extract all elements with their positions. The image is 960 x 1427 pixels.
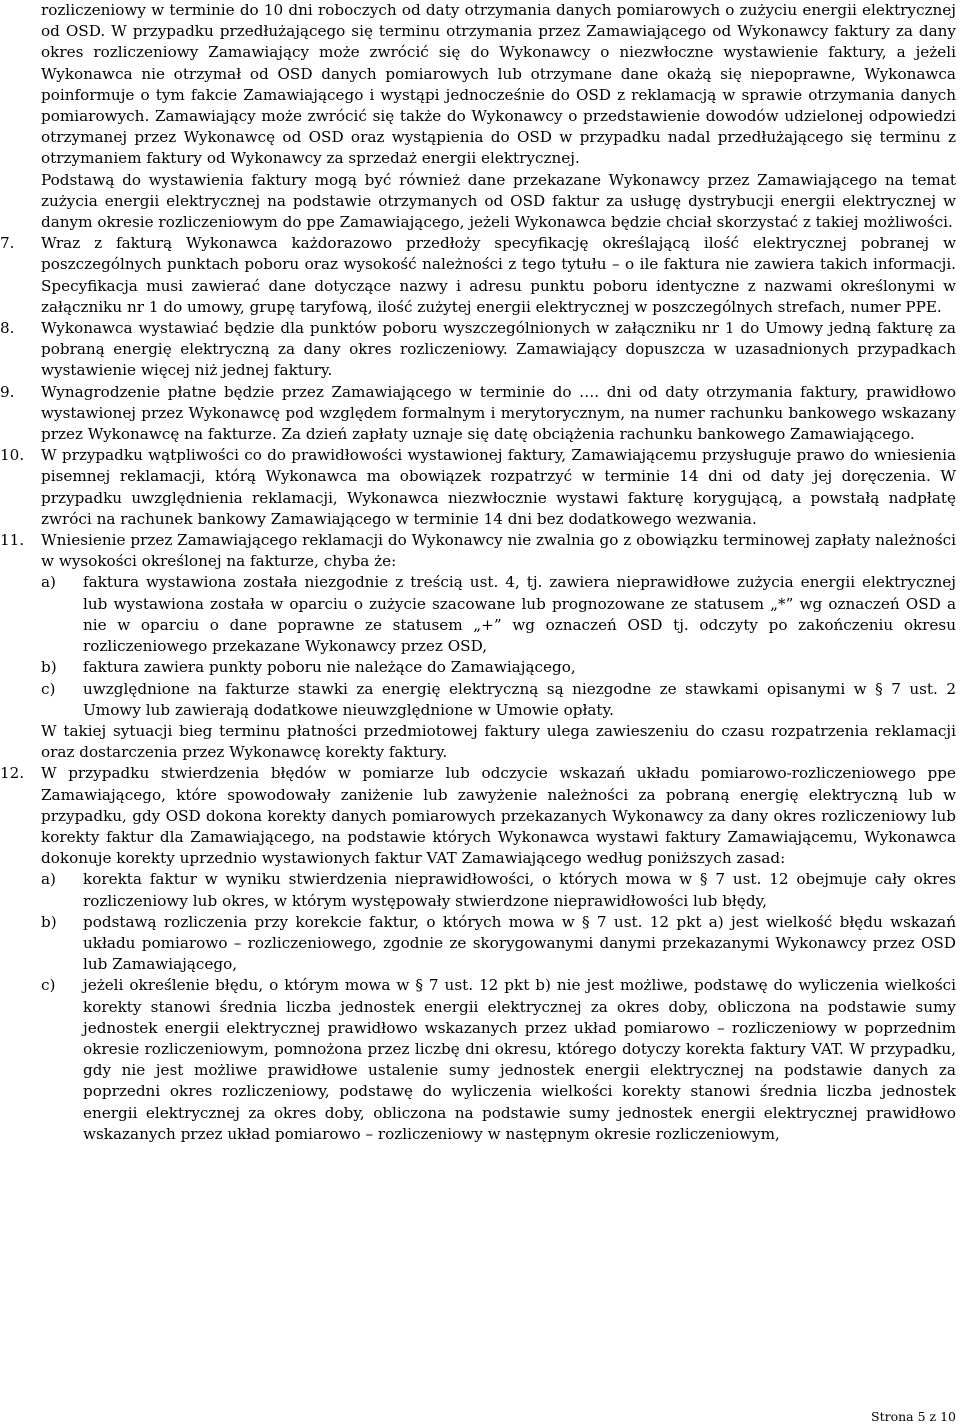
list-item-12 xyxy=(0,763,956,1145)
sub-item-text: faktura zawiera punkty poboru nie należące do Zamawiającego, xyxy=(83,658,576,677)
sub-item-a xyxy=(41,869,956,911)
list-item-10 xyxy=(0,445,956,530)
list-item-tail: W takiej sytuacji bieg terminu płatności przedmiotowej faktury ulega zawieszeniu do czasu rozpatrzenia reklamacji oraz dostarczenia przez Wykonawcę korekty faktury. xyxy=(41,721,956,762)
list-item-text: W przypadku stwierdzenia błędów w pomiarze lub odczycie wskazań układu pomiarowo-rozliczeniowego ppe Zamawiającego, które spowodowały zaniżenie lub zawyżenie należności za pobraną energię elektryczną lub w przypadku, gdy OSD dokona korekty danych pomiarowych przekazanych Wykonawcy za dany okres rozliczeniowy lub korekty faktur dla Zamawiającego, na podstawie których Wykonawca wystawi faktury Zamawiającemu, Wykonawca dokonuje korekty uprzednio wystawionych faktur VAT Zamawiającego według poniższych zasad: xyxy=(41,764,956,868)
sub-item-a xyxy=(41,572,956,657)
sub-item-label: b) xyxy=(41,912,57,931)
sub-item-text: korekta faktur w wyniku stwierdzenia nieprawidłowości, o których mowa w § 7 ust. 12 obejmuje cały okres rozliczeniowy lub okres, w którym występowały stwierdzone nieprawidłowości lub błędy, xyxy=(83,870,956,910)
list-number: 10. xyxy=(0,446,25,465)
sub-item-text: jeżeli określenie błędu, o którym mowa w § 7 ust. 12 pkt b) nie jest możliwe, podstawę do wyliczenia wielkości korekty stanowi średnia liczba jednostek energii elektrycznej za okres doby, obliczona na podstawie sumy jednostek energii elektrycznej prawidłowo wskazanych przez układ pomiarowo – rozliczeniowy w poprzednim okresie rozliczeniowym, pomnożona przez liczbę dni okresu, którego dotyczy korekta faktury VAT. W przypadku, gdy nie jest możliwe prawidłowe ustalenie sumy jednostek energii elektrycznej na podstawie danych za poprzedni okres rozliczeniowy, podstawę do wyliczenia wielkości korekty stanowi średnia liczba jednostek energii elektrycznej za okres doby, obliczona na podstawie sumy jednostek energii elektrycznej prawidłowo wskazanych przez układ pomiarowo – rozliczeniowy w następnym okresie rozliczeniowym, xyxy=(83,976,956,1143)
sub-item-label: b) xyxy=(41,658,57,677)
sub-item-text: faktura wystawiona została niezgodnie z treścią ust. 4, tj. zawiera nieprawidłowe zużycia energii elektrycznej lub wystawiona została w oparciu o zużycie szacowane lub prognozowane ze statusem „*” wg oznaczeń OSD a nie w oparciu o dane poprawne ze statusem „+” wg oznaczeń OSD tj. odczyty po zakończeniu okresu rozliczeniowego przekazane Wykonawcy przez OSD, xyxy=(83,573,956,656)
sub-item-label: a) xyxy=(41,870,56,889)
list-item-text: Wynagrodzenie płatne będzie przez Zamawiającego w terminie do …. dni od daty otrzymania faktury, prawidłowo wystawionej przez Wykonawcę pod względem formalnym i merytorycznym, na numer rachunku bankowego wskazany przez Wykonawcę na fakturze. Za dzień zapłaty uznaje się datę obciążenia rachunku bankowego Zamawiającego. xyxy=(41,382,956,444)
list-number: 12. xyxy=(0,764,25,783)
sub-item-b xyxy=(41,657,956,678)
list-item-text: Wykonawca wystawiać będzie dla punktów poboru wyszczególnionych w załączniku nr 1 do Umowy jedną fakturę za pobraną energię elektryczną za dany okres rozliczeniowy. Zamawiający dopuszcza w uzasadnionych przypadkach wystawienie więcej niż jednej faktury. xyxy=(41,319,956,380)
list-number: 8. xyxy=(0,319,15,338)
paragraph-continued-2: Podstawą do wystawienia faktury mogą być również dane przekazane Wykonawcy przez Zamawiającego na temat zużycia energii elektrycznej na podstawie otrzymanych od OSD faktur za usługę dystrybucji energii elektrycznej w danym okresie rozliczeniowym do ppe Zamawiającego, jeżeli Wykonawca będzie chciał skorzystać z takiej możliwości. xyxy=(41,170,956,232)
list-number: 11. xyxy=(0,531,25,550)
sub-item-b xyxy=(41,912,956,976)
list-item-text: Wniesienie przez Zamawiającego reklamacji do Wykonawcy nie zwalnia go z obowiązku terminowej zapłaty należności w wysokości określonej na fakturze, chyba że: xyxy=(41,531,956,571)
sub-item-text: uwzględnione na fakturze stawki za energię elektryczną są niezgodne ze stawkami opisanymi w § 7 ust. 2 Umowy lub zawierają dodatkowe nieuwzględnione w Umowie opłaty. xyxy=(83,679,956,719)
list-number: 9. xyxy=(0,382,15,401)
list-item-7 xyxy=(0,233,956,318)
sub-item-label: c) xyxy=(41,976,56,995)
list-item-11 xyxy=(0,530,956,763)
sub-item-label: a) xyxy=(41,573,56,592)
sub-item-c xyxy=(41,975,956,1145)
sub-item-label: c) xyxy=(41,679,56,698)
paragraph-continued-1: rozliczeniowy w terminie do 10 dni roboczych od daty otrzymania danych pomiarowych o zużyciu energii elektrycznej od OSD. W przypadku przedłużającego się terminu otrzymania przez Zamawiającego od Wykonawcy faktury za dany okres rozliczeniowy Zamawiający może zwrócić się do Wykonawcy o niezwłoczne wystawienie faktury, a jeżeli Wykonawca nie otrzymał od OSD danych pomiarowych lub otrzymane dane okażą się niepoprawne, Wykonawca poinformuje o tym fakcie Zamawiającego i wystąpi jednocześnie do OSD z reklamacją w sprawie otrzymania danych pomiarowych. Zamawiający może zwrócić się także do Wykonawcy o przedstawienie dowodów udzielonej odpowiedzi otrzymanej przez Wykonawcę od OSD oraz wystąpienia do OSD w przypadku nadal przedłużającego się terminu z otrzymaniem faktury od Wykonawcy za sprzedaż energii elektrycznej. xyxy=(41,1,956,168)
list-item-8 xyxy=(0,318,956,382)
list-item-9 xyxy=(0,382,956,446)
sub-item-text: podstawą rozliczenia przy korekcie faktur, o których mowa w § 7 ust. 12 pkt a) jest wielkość błędu wskazań układu pomiarowo – rozliczeniowego, zgodnie ze skorygowanymi danymi przekazanymi Wykonawcy przez OSD lub Zamawiającego, xyxy=(83,912,956,974)
list-item-text: W przypadku wątpliwości co do prawidłowości wystawionej faktury, Zamawiającemu przysługuje prawo do wniesienia pisemnej reklamacji, którą Wykonawca ma obowiązek rozpatrzyć w terminie 14 dni od daty jej doręczenia. W przypadku uwzględnienia reklamacji, Wykonawca niezwłocznie wystawi fakturę korygującą, a powstałą nadpłatę zwróci na rachunek bankowy Zamawiającego w terminie 14 dni bez dodatkowego wezwania. xyxy=(41,446,956,528)
page-number: Strona 5 z 10 xyxy=(871,1409,956,1424)
list-number: 7. xyxy=(0,234,15,253)
list-item-text: Wraz z fakturą Wykonawca każdorazowo przedłoży specyfikację określającą ilość elektrycznej pobranej w poszczególnych punktach poboru oraz wysokość należności z tego tytułu – o ile faktura nie zawiera takich informacji. Specyfikacja musi zawierać dane dotyczące nazwy i adresu punktu poboru identyczne z nazwami określonymi w załączniku nr 1 do umowy, grupę taryfową, ilość zużytej energii elektrycznej w poszczególnych strefach, numer PPE. xyxy=(41,234,956,316)
sub-item-c xyxy=(41,679,956,721)
